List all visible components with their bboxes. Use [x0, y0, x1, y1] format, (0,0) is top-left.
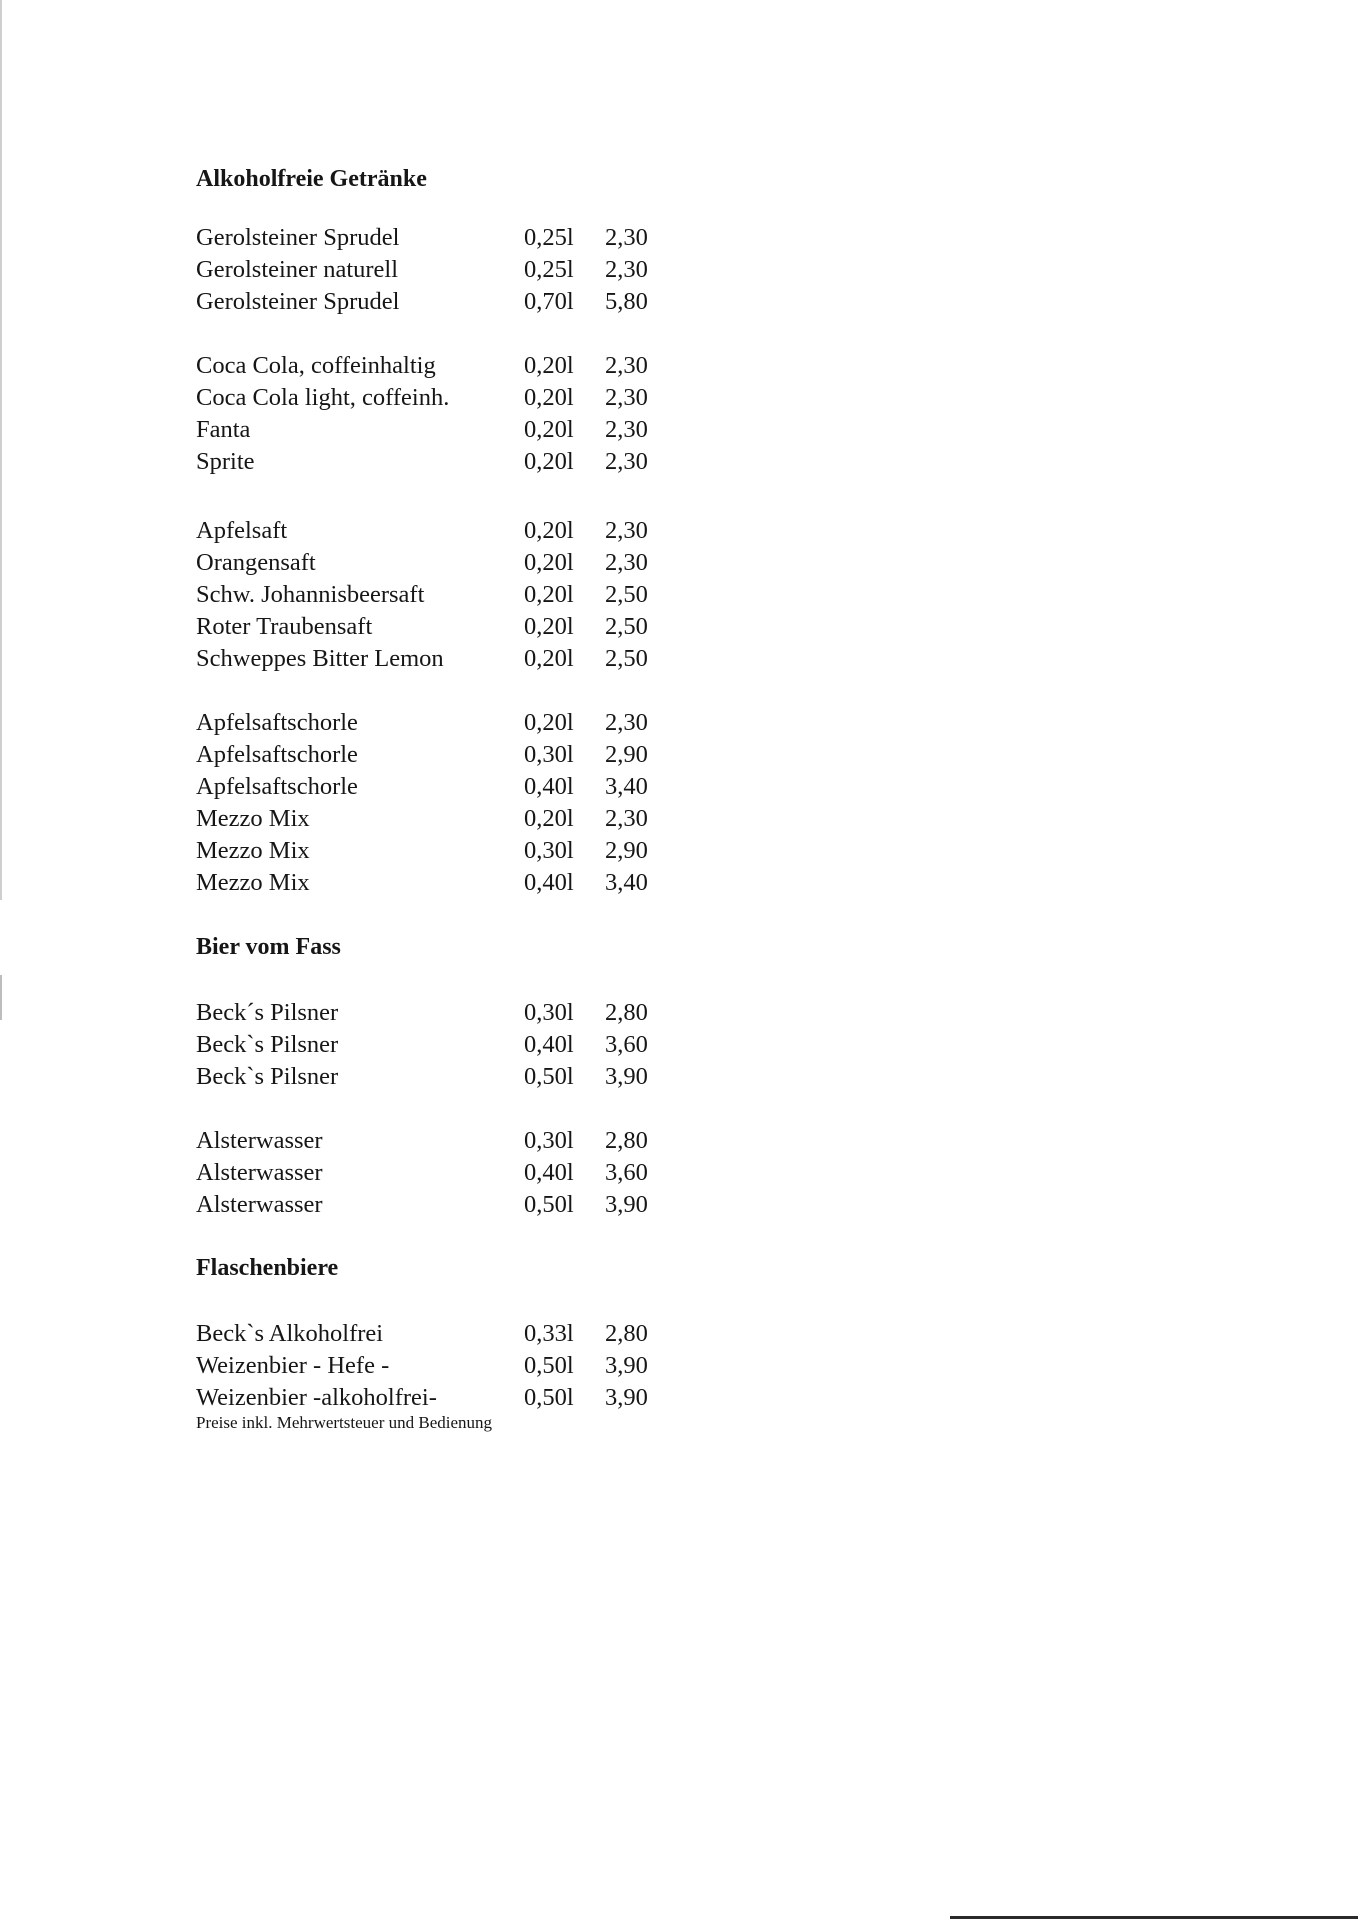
price-footnote: Preise inkl. Mehrwertsteuer und Bedienung — [196, 1413, 493, 1432]
item-volume: 0,20l — [524, 416, 574, 443]
item-name: Coca Cola light, coffeinh. — [196, 384, 450, 411]
menu-item-row — [196, 867, 676, 899]
item-volume: 0,50l — [524, 1191, 574, 1218]
item-volume: 0,20l — [524, 581, 574, 608]
menu-item-row — [196, 1318, 676, 1350]
item-price: 2,30 — [605, 256, 648, 283]
menu-item-row — [196, 1125, 676, 1157]
item-volume: 0,20l — [524, 645, 574, 672]
item-name: Weizenbier - Hefe - — [196, 1352, 390, 1379]
item-price: 3,40 — [605, 773, 648, 800]
item-volume: 0,20l — [524, 805, 574, 832]
item-price: 3,90 — [605, 1063, 648, 1090]
menu-item-row — [196, 835, 676, 867]
item-volume: 0,30l — [524, 1127, 574, 1154]
item-name: Mezzo Mix — [196, 869, 310, 896]
item-name: Schweppes Bitter Lemon — [196, 645, 444, 672]
item-name: Apfelsaftschorle — [196, 709, 358, 736]
item-price: 2,30 — [605, 549, 648, 576]
menu-item-row — [196, 547, 676, 579]
item-name: Alsterwasser — [196, 1127, 323, 1154]
item-volume: 0,20l — [524, 613, 574, 640]
item-price: 2,30 — [605, 384, 648, 411]
item-price: 2,30 — [605, 224, 648, 251]
item-price: 5,80 — [605, 288, 648, 315]
menu-item-row — [196, 222, 676, 254]
item-price: 2,80 — [605, 1127, 648, 1154]
item-name: Gerolsteiner Sprudel — [196, 288, 400, 315]
item-name: Weizenbier -alkoholfrei- — [196, 1384, 437, 1411]
item-price: 2,50 — [605, 613, 648, 640]
item-volume: 0,30l — [524, 999, 574, 1026]
menu-item-row — [196, 515, 676, 547]
item-volume: 0,20l — [524, 448, 574, 475]
item-name: Schw. Johannisbeersaft — [196, 581, 425, 608]
item-price: 2,30 — [605, 416, 648, 443]
menu-item-row — [196, 803, 676, 835]
scan-edge-artifact — [0, 975, 2, 1020]
item-volume: 0,20l — [524, 384, 574, 411]
scan-edge-artifact — [0, 0, 2, 900]
item-name: Roter Traubensaft — [196, 613, 373, 640]
item-volume: 0,50l — [524, 1063, 574, 1090]
item-price: 3,60 — [605, 1031, 648, 1058]
item-volume: 0,50l — [524, 1352, 574, 1379]
menu-item-row — [196, 350, 676, 382]
item-name: Coca Cola, coffeinhaltig — [196, 352, 436, 379]
item-volume: 0,40l — [524, 1159, 574, 1186]
item-volume: 0,33l — [524, 1320, 574, 1347]
item-price: 2,80 — [605, 1320, 648, 1347]
item-name: Apfelsaftschorle — [196, 741, 358, 768]
item-volume: 0,25l — [524, 256, 574, 283]
item-price: 2,30 — [605, 352, 648, 379]
item-price: 2,50 — [605, 645, 648, 672]
item-volume: 0,25l — [524, 224, 574, 251]
item-volume: 0,20l — [524, 352, 574, 379]
section-heading: Flaschenbiere — [196, 1255, 339, 1281]
item-price: 2,90 — [605, 837, 648, 864]
menu-item-row — [196, 446, 676, 478]
menu-item-row — [196, 579, 676, 611]
item-price: 3,90 — [605, 1352, 648, 1379]
menu-item-row — [196, 1189, 676, 1221]
item-price: 3,60 — [605, 1159, 648, 1186]
item-name: Beck´s Pilsner — [196, 999, 339, 1026]
item-volume: 0,40l — [524, 1031, 574, 1058]
item-price: 3,40 — [605, 869, 648, 896]
item-volume: 0,70l — [524, 288, 574, 315]
menu-item-row — [196, 611, 676, 643]
menu-item-row — [196, 286, 676, 318]
item-volume: 0,40l — [524, 773, 574, 800]
item-price: 2,50 — [605, 581, 648, 608]
item-price: 2,80 — [605, 999, 648, 1026]
item-name: Mezzo Mix — [196, 837, 310, 864]
item-volume: 0,50l — [524, 1384, 574, 1411]
item-volume: 0,30l — [524, 837, 574, 864]
item-name: Orangensaft — [196, 549, 316, 576]
menu-item-row — [196, 414, 676, 446]
menu-item-row — [196, 382, 676, 414]
item-price: 3,90 — [605, 1191, 648, 1218]
menu-item-row — [196, 643, 676, 675]
menu-item-row — [196, 739, 676, 771]
item-name: Fanta — [196, 416, 251, 443]
item-name: Apfelsaft — [196, 517, 288, 544]
item-name: Alsterwasser — [196, 1159, 323, 1186]
menu-item-row — [196, 997, 676, 1029]
item-name: Apfelsaftschorle — [196, 773, 358, 800]
menu-item-row — [196, 254, 676, 286]
scan-bottom-line — [950, 1916, 1358, 1919]
item-name: Alsterwasser — [196, 1191, 323, 1218]
menu-item-row — [196, 1382, 676, 1414]
item-name: Sprite — [196, 448, 255, 475]
item-volume: 0,30l — [524, 741, 574, 768]
item-price: 2,30 — [605, 448, 648, 475]
section-heading: Alkoholfreie Getränke — [196, 166, 427, 192]
item-price: 2,30 — [605, 805, 648, 832]
menu-item-row — [196, 1061, 676, 1093]
menu-item-row — [196, 1029, 676, 1061]
item-price: 3,90 — [605, 1384, 648, 1411]
menu-item-row — [196, 1350, 676, 1382]
item-price: 2,30 — [605, 517, 648, 544]
section-heading: Bier vom Fass — [196, 934, 341, 960]
item-volume: 0,20l — [524, 517, 574, 544]
item-volume: 0,20l — [524, 549, 574, 576]
menu-item-row — [196, 1157, 676, 1189]
item-price: 2,90 — [605, 741, 648, 768]
item-volume: 0,40l — [524, 869, 574, 896]
item-price: 2,30 — [605, 709, 648, 736]
item-volume: 0,20l — [524, 709, 574, 736]
item-name: Gerolsteiner naturell — [196, 256, 399, 283]
menu-item-row — [196, 771, 676, 803]
item-name: Beck`s Pilsner — [196, 1063, 339, 1090]
item-name: Beck`s Alkoholfrei — [196, 1320, 384, 1347]
item-name: Mezzo Mix — [196, 805, 310, 832]
menu-item-row — [196, 707, 676, 739]
item-name: Beck`s Pilsner — [196, 1031, 339, 1058]
item-name: Gerolsteiner Sprudel — [196, 224, 400, 251]
